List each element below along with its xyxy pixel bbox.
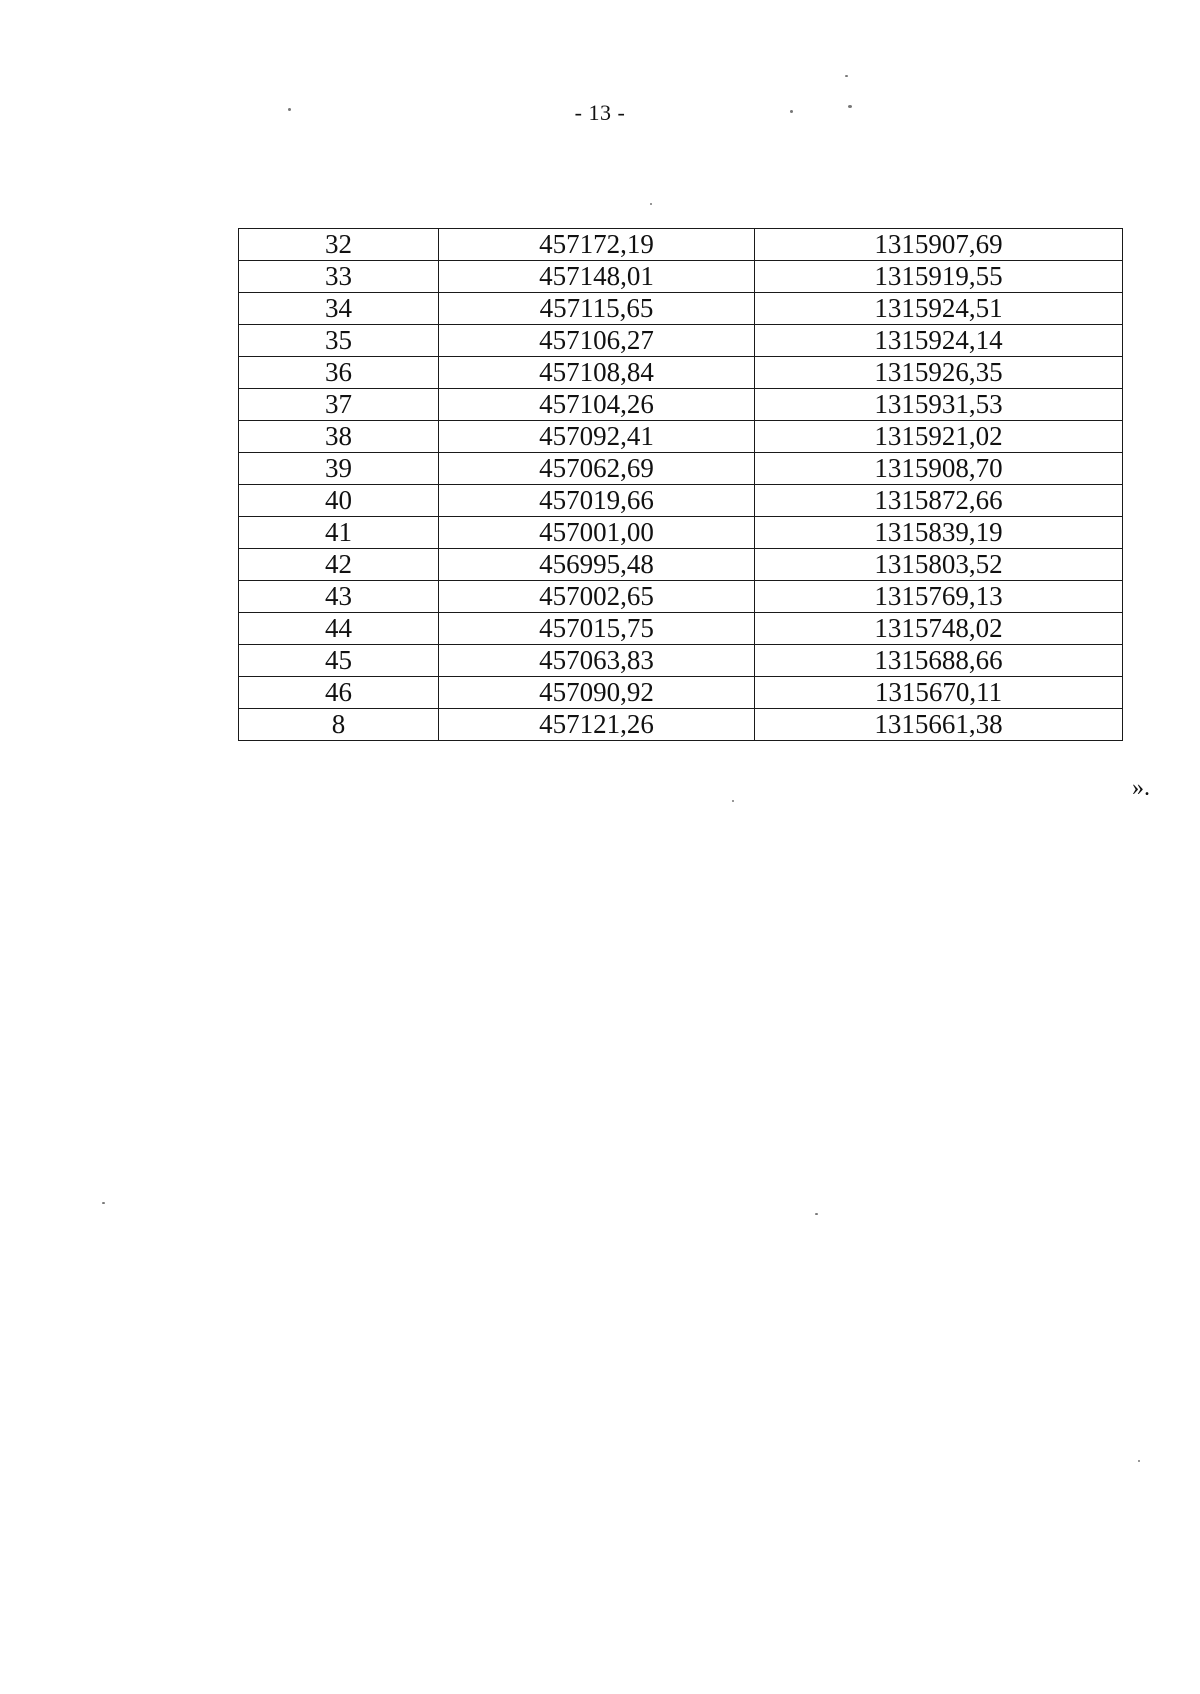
x-coordinate-cell: 457148,01 [439,261,755,293]
y-coordinate-cell: 1315924,51 [755,293,1123,325]
x-coordinate-cell: 457121,26 [439,709,755,741]
x-coordinate-cell: 457106,27 [439,325,755,357]
table-row [239,645,1123,677]
x-coordinate-cell: 457063,83 [439,645,755,677]
scan-speck [102,1202,105,1204]
x-coordinate-cell: 456995,48 [439,549,755,581]
point-number-cell: 33 [239,261,439,293]
point-number-cell: 41 [239,517,439,549]
point-number-cell: 43 [239,581,439,613]
table-row [239,677,1123,709]
y-coordinate-cell: 1315926,35 [755,357,1123,389]
point-number-cell: 35 [239,325,439,357]
scan-speck [845,75,848,77]
scan-speck [848,105,852,108]
coordinates-table-body [239,229,1123,741]
y-coordinate-cell: 1315907,69 [755,229,1123,261]
y-coordinate-cell: 1315908,70 [755,453,1123,485]
point-number-cell: 38 [239,421,439,453]
table-row [239,485,1123,517]
table-row [239,229,1123,261]
point-number-cell: 42 [239,549,439,581]
y-coordinate-cell: 1315769,13 [755,581,1123,613]
y-coordinate-cell: 1315661,38 [755,709,1123,741]
y-coordinate-cell: 1315931,53 [755,389,1123,421]
table-row [239,325,1123,357]
y-coordinate-cell: 1315803,52 [755,549,1123,581]
table-row [239,293,1123,325]
y-coordinate-cell: 1315919,55 [755,261,1123,293]
x-coordinate-cell: 457015,75 [439,613,755,645]
x-coordinate-cell: 457002,65 [439,581,755,613]
table-row [239,453,1123,485]
table-row [239,389,1123,421]
x-coordinate-cell: 457019,66 [439,485,755,517]
point-number-cell: 46 [239,677,439,709]
table-row [239,261,1123,293]
point-number-cell: 34 [239,293,439,325]
y-coordinate-cell: 1315670,11 [755,677,1123,709]
point-number-cell: 44 [239,613,439,645]
x-coordinate-cell: 457115,65 [439,293,755,325]
table-row [239,549,1123,581]
scan-speck [650,203,652,205]
x-coordinate-cell: 457108,84 [439,357,755,389]
x-coordinate-cell: 457104,26 [439,389,755,421]
x-coordinate-cell: 457172,19 [439,229,755,261]
table-row [239,517,1123,549]
scan-speck [1138,1460,1140,1462]
point-number-cell: 37 [239,389,439,421]
table-row [239,421,1123,453]
point-number-cell: 36 [239,357,439,389]
point-number-cell: 32 [239,229,439,261]
page-number: - 13 - [574,100,626,125]
scan-speck [815,1213,818,1215]
table-row [239,613,1123,645]
closing-quote-mark: ». [1132,775,1150,801]
scan-speck [732,800,734,802]
point-number-cell: 8 [239,709,439,741]
coordinates-table [238,228,1123,741]
scan-speck [790,110,793,113]
y-coordinate-cell: 1315872,66 [755,485,1123,517]
y-coordinate-cell: 1315748,02 [755,613,1123,645]
table-row [239,357,1123,389]
y-coordinate-cell: 1315924,14 [755,325,1123,357]
table-row [239,709,1123,741]
x-coordinate-cell: 457062,69 [439,453,755,485]
x-coordinate-cell: 457092,41 [439,421,755,453]
point-number-cell: 39 [239,453,439,485]
y-coordinate-cell: 1315921,02 [755,421,1123,453]
x-coordinate-cell: 457001,00 [439,517,755,549]
y-coordinate-cell: 1315688,66 [755,645,1123,677]
table-row [239,581,1123,613]
x-coordinate-cell: 457090,92 [439,677,755,709]
y-coordinate-cell: 1315839,19 [755,517,1123,549]
scan-speck [288,108,291,111]
point-number-cell: 40 [239,485,439,517]
point-number-cell: 45 [239,645,439,677]
